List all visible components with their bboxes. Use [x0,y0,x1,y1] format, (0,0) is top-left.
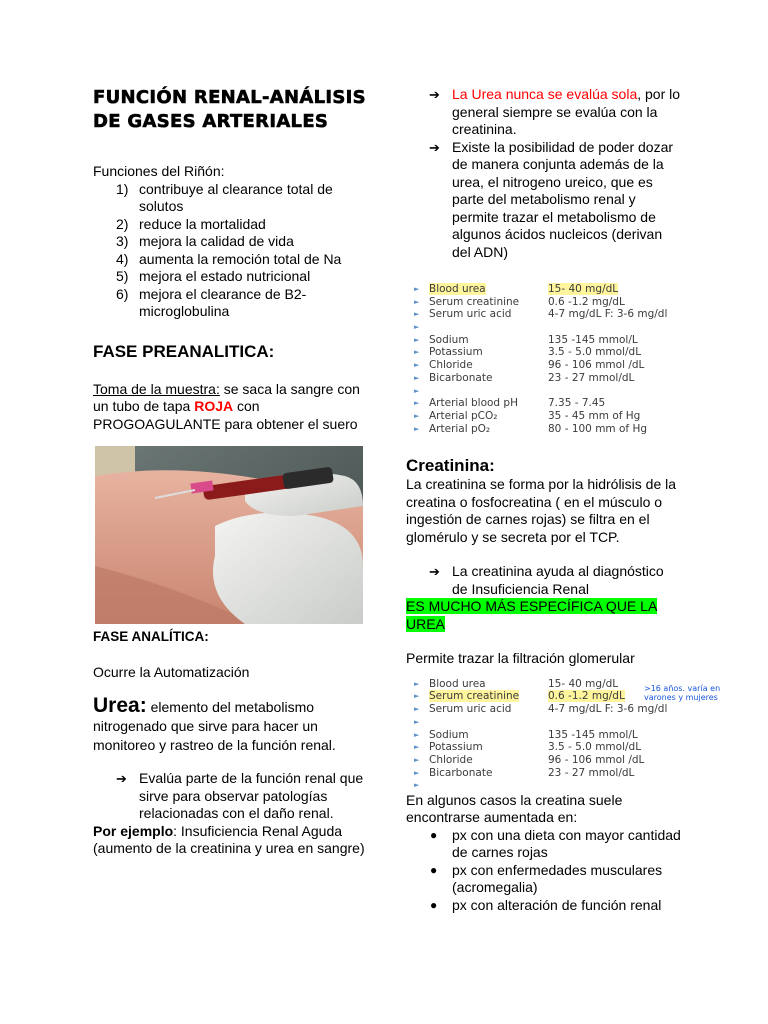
triangle-bullet-icon: ► [414,411,420,420]
casos-list [406,827,681,915]
table-row [414,321,681,334]
list-item: 5) mejora el estado nutricional [116,268,311,284]
table-row [414,754,681,767]
triangle-bullet-icon: ► [414,730,420,739]
bullet-dot-icon: ● [430,897,438,912]
test-name: Chloride [429,753,473,766]
list-item: 3) mejora la calidad de vida [116,233,294,249]
creatinina-bullets [406,563,681,598]
triangle-bullet-icon: ► [414,348,420,357]
right-column [406,86,721,914]
triangle-bullet-icon: ► [414,386,420,395]
triangle-bullet-icon: ► [414,361,420,370]
page-title: FUNCIÓN RENAL-ANÁLISIS DE GASES ARTERIALES [93,87,366,132]
ejemplo-label: Por ejemplo [93,822,174,839]
triangle-bullet-icon: ► [414,297,420,306]
reference-value: 96 - 106 mmol /dL [548,753,645,766]
ejemplo-paragraph [93,823,368,858]
especifica-text: ES MUCHO MÁS ESPECÍFICA QUE LA UREA [406,598,658,632]
table-row [414,385,681,398]
triangle-bullet-icon: ► [414,768,420,777]
reference-value: 3.5 - 5.0 mmol/dL [548,346,642,359]
list-number: 5) [116,268,129,284]
toma-label: Toma de la muestra: [93,380,220,397]
arrow-right-icon: ➔ [429,87,440,102]
urea-paragraph [93,696,368,755]
urea-heading: Urea: [93,694,147,717]
reference-value: 80 - 100 mm of Hg [548,422,648,435]
functions-list [93,181,368,321]
functions-heading: Funciones del Riñón: [93,163,225,179]
test-name: Blood urea [429,283,486,295]
lab-reference-table-1 [414,283,681,435]
test-name: Blood urea [429,677,486,690]
triangle-bullet-icon: ► [414,755,420,764]
left-column-lower [93,628,368,858]
list-item: 2) reduce la mortalidad [116,215,266,232]
reference-value: 135 -145 mmol/L [548,333,638,346]
casos-text: En algunos casos la creatina suele encontrarse aumentada en: [406,791,623,826]
table-row [414,703,681,716]
triangle-bullet-icon: ► [414,424,420,433]
test-name: Sodium [429,728,469,741]
roja-word: ROJA [194,398,234,414]
table-row [414,334,681,347]
list-item: ➔ Existe la posibilidad de poder dozar de manera conjunta además de la urea, el nitrogeno ureico, que es parte del metabolismo renal y permite trazar el metabolismo de algunos ácidos nucleicos (derivan del ADN) [429,138,674,260]
test-name: Bicarbonate [429,766,493,779]
arrow-right-icon: ➔ [429,564,440,580]
toma-text-2: con PROGOAGULANTE para obtener el suero [93,398,358,432]
automatizacion-text: Ocurre la Automatización [93,663,250,680]
toma-text-1: se saca la sangre con un tubo de tapa [93,380,360,414]
table-row [414,729,681,742]
toma-paragraph [93,381,368,434]
triangle-bullet-icon: ► [414,310,420,319]
reference-value: 15- 40 mg/dL [548,677,619,690]
table-row [414,397,681,410]
arrow-right-icon: ➔ [116,771,127,786]
triangle-bullet-icon: ► [414,692,420,701]
creatinina-heading: Creatinina: [406,456,495,476]
table-row [414,423,681,436]
test-name: Arterial pCO₂ [429,409,498,422]
reference-value: 23 - 27 mmol/dL [548,766,635,779]
list-item: ● px con alteración de función renal [430,896,662,913]
triangle-bullet-icon: ► [414,717,420,726]
preanalitica-heading: FASE PREANALITICA: [93,341,275,361]
table-row [414,346,681,359]
table-row [414,690,681,703]
list-number: 2) [116,215,129,232]
ejemplo-text: : Insuficiencia Renal Aguda (aumento de la creatinina y urea en sangre) [93,822,365,856]
urea-text: elemento del metabolismo nitrogenado que sirve para hacer un monitoreo y rastreo de la función renal. [93,699,336,753]
table-row [414,410,681,423]
triangle-bullet-icon: ► [414,679,420,688]
table-row [414,716,681,729]
lab-reference-table-2 [414,677,721,792]
triangle-bullet-icon: ► [414,285,420,293]
test-name [429,321,548,334]
reference-value: 35 - 45 mm of Hg [548,409,641,422]
triangle-bullet-icon: ► [414,323,420,332]
reference-value: 0.6 -1.2 mg/dL [548,295,625,308]
reference-value: 0.6 -1.2 mg/dL [548,690,625,703]
bullet-dot-icon: ● [430,862,438,877]
list-item: 1) contribuye al clearance total de solutos [116,180,333,214]
list-item: 4) aumenta la remoción total de Na [116,250,342,267]
reference-value: 15- 40 mg/dL [548,283,619,295]
list-number: 1) [116,180,129,197]
triangle-bullet-icon: ► [414,781,420,790]
reference-value: 7.35 - 7.45 [548,397,606,410]
creatinina-text: La creatinina se forma por la hidrólisis de la creatina o fosfocreatina ( en el músculo o ingestión de carnes rojas) se filtra en el glomérulo y se secreta por el TCP. [406,476,677,545]
age-note: >16 años. varía en varones y mujeres [644,683,721,702]
test-name: Serum creatinine [429,295,520,308]
table-row [414,283,681,296]
triangle-bullet-icon: ► [414,705,420,714]
list-number: 6) [116,285,129,302]
table-row [414,678,681,691]
left-column [93,86,368,433]
triangle-bullet-icon: ► [414,743,420,752]
reference-value: 4-7 mg/dL F: 3-6 mg/dl [548,703,668,716]
test-name [429,716,548,729]
test-name: Chloride [429,359,473,372]
test-name: Bicarbonate [429,371,493,384]
reference-value: 4-7 mg/dL F: 3-6 mg/dl [548,308,668,321]
table-row [414,741,681,754]
test-name: Potassium [429,741,483,754]
bullet-dot-icon: ● [430,827,438,842]
triangle-bullet-icon: ► [414,373,420,382]
list-item: 6) mejora el clearance de B2-microglobulina [116,285,307,319]
reference-value: 23 - 27 mmol/dL [548,371,635,384]
table-row [414,372,681,385]
table-row [414,296,681,309]
list-item: ➔ Evalúa parte de la función renal que sirve para observar patologías relacionadas con el daño renal. [116,770,364,821]
reference-value: 3.5 - 5.0 mmol/dL [548,741,642,754]
test-name: Serum uric acid [429,308,512,321]
blood-draw-photo [95,446,363,624]
filtracion-text: Permite trazar la filtración glomerular [406,650,635,667]
triangle-bullet-icon: ► [414,335,420,344]
test-name: Serum uric acid [429,703,512,716]
test-name: Sodium [429,333,469,346]
test-name: Serum creatinine [429,690,520,703]
triangle-bullet-icon: ► [414,399,420,408]
table-row [414,308,681,321]
table-row [414,359,681,372]
analitica-heading: FASE ANALÍTICA: [93,629,209,644]
test-name: Potassium [429,346,483,359]
urea-bullets [93,770,368,823]
test-name: Arterial blood pH [429,397,518,410]
list-item: ➔ La creatinina ayuda al diagnóstico de Insuficiencia Renal [429,563,664,597]
list-item: ➔ La Urea nunca se evalúa sola, por lo general siempre se evalúa con la creatinina. [429,86,681,137]
list-number: 4) [116,250,129,267]
reference-value: 135 -145 mmol/L [548,728,638,741]
table-row [414,779,681,792]
urea-notes [406,86,681,261]
test-name: Arterial pO₂ [429,422,491,435]
arrow-right-icon: ➔ [429,139,440,155]
test-name [429,779,548,792]
table-row [414,767,681,780]
list-item: ● px con una dieta con mayor cantidad de carnes rojas [430,826,681,861]
list-item: ● px con enfermedades musculares (acromegalia) [430,861,663,896]
list-number: 3) [116,233,129,249]
test-name [429,385,548,398]
reference-value: 96 - 106 mmol /dL [548,359,645,372]
